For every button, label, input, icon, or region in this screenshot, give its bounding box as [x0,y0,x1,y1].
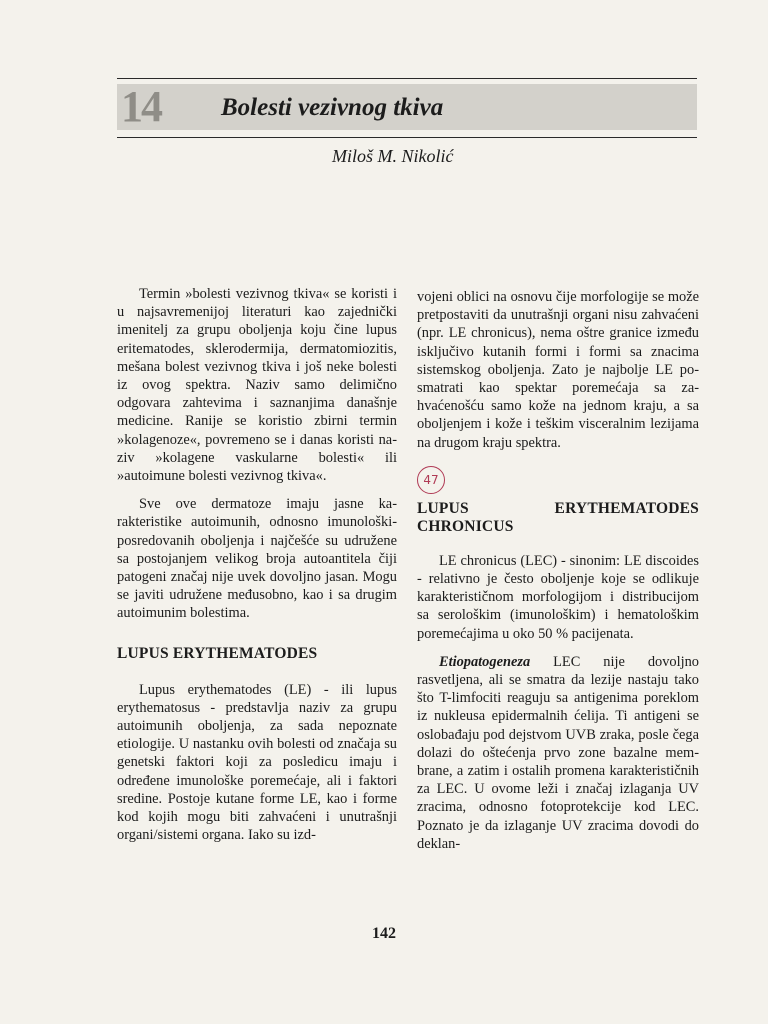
section-heading: LUPUS ERYTHEMATODES CHRONICUS [417,499,699,535]
header-bottom-rule [117,137,697,138]
paragraph-body: LEC nije dovoljno rasvetljena, ali se smatra da lezije nastaju tako što T-limfociti reaguju sa antigenima poreklom iz nukleusa epidermalnih ćelija. Ti antigeni se oslobađaju pod dejstvom UVB zraka, posle čega dolazi do oštećenja prvo zone bazalne membrane, a zatim i ostalih promena karakterističnih za LEC. U ovome leži i značaj izlaganja UV zracima, odnosno fotoprotekcije kod LEC. Poznato je da izlaganje UV zracima dovodi do deklan- [417,653,699,852]
circled-note-icon: 47 [417,466,445,494]
paragraph: Lupus erythematodes (LE) - ili lupus erythematosus - predstavlja naziv za grupu autoimunih oboljenja, za sada nepoznate etiologije. U nastanku ovih bolesti od značaja su genetski faktori koji za posledicu imaju i određene imunološke poremećaje, ali i faktori sredine. Postoje kutane forme LE, kao i forme kod kojih mogu biti zahvaćeni i unutrašnji organi/sistemi organa. Iako su izd- [117,681,397,844]
paragraph: Sve ove dermatoze imaju jasne karakteristike autoimunih, odnosno imunološki-posredovanih oboljenja i najčešće su udružene sa postojanjem velikog broja autoantitela čiji patogeni značaj nije uvek dovoljno jasan. Mogu se javiti udružene međusobno, kao i sa drugim autoimunim bolestima. [117,496,397,622]
paragraph-lead: Etiopatogeneza [439,653,531,670]
chapter-number: 14 [121,82,161,131]
right-column [417,288,699,863]
paragraph: Termin »bolesti vezivnog tkiva« se koristi i u najsavremenijoj literaturi kao zajednički imenitelj za grupu oboljenja koju čine lupus eritematodes, sklerodermija, dermatomiozitis, mešana bolest vezivnog tkiva i još neke bolesti iz ovog spektra. Naziv samo delimično odgovara zahtevima i saznanjima današnje medicine. Ranije se koristio zbirni termin »kolagenoze«, povremeno se i danas koristi naziv »kolagene vaskularne bolesti« ili »autoimune bolesti vezivnog tkiva«. [117,286,397,485]
left-column [117,285,397,854]
chapter-banner [117,84,697,130]
header-top-rule [117,78,697,79]
page-number: 142 [372,925,396,942]
paragraph [417,653,699,853]
handwritten-mark [417,462,699,500]
chapter-author: Miloš M. Nikolić [332,146,454,166]
section-heading: LUPUS ERYTHEMATODES [117,644,318,662]
paragraph: LE chronicus (LEC) - sinonim: LE discoides - relativno je često oboljenje koje se odlikuje karakterističnom morfologijom i distribucijom sa serološkim (imunološkim) i hematološkim poremećajima u oko 50 % pacijenata. [417,552,699,642]
paragraph: vojeni oblici na osnovu čije morfologije se može pretpostaviti da unutrašnji organi nisu zahvaćeni (npr. LE chronicus), nema oštre granice između isključivo kutanih formi i formi sa znacima sistemskog oboljenja. Zato je najbolje LE posmatrati kao spektar poremećaja sa zahvaćenošću samo kože na jednom kraju, a sa oboljenjem i kože i teškim visceralnim lezijama na drugom kraju spektra. [417,289,699,451]
chapter-title: Bolesti vezivnog tkiva [221,94,444,121]
